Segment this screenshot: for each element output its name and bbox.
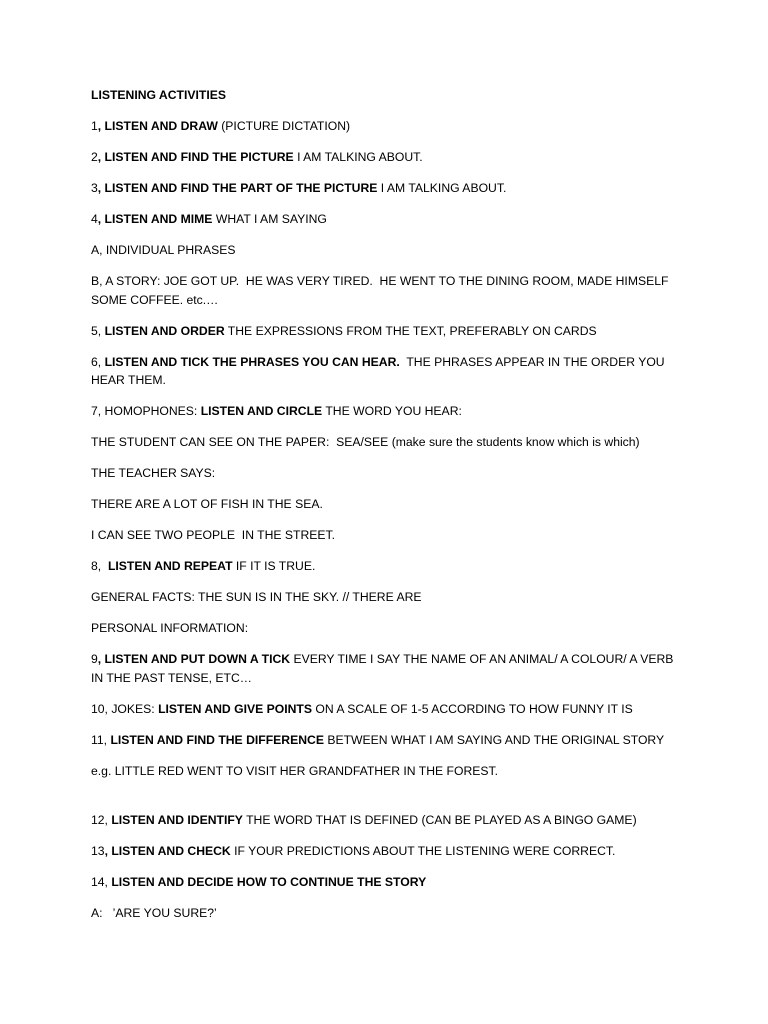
text: A, INDIVIDUAL PHRASES [91,243,236,257]
paragraph-p12 [91,495,681,514]
text: 14, [91,875,112,889]
bold-text: LISTEN AND CIRCLE [200,404,323,418]
text: 13 [91,844,105,858]
text: 8, [91,559,108,573]
bold-text: LISTEN AND DECIDE HOW TO CONTINUE THE STORY [111,875,427,889]
paragraph-p1 [91,117,681,136]
bold-text: , LISTEN AND DRAW [97,119,218,133]
paragraph-p20 [91,762,681,781]
text: 4 [91,212,98,226]
paragraph-list [91,117,681,923]
paragraph-p6 [91,272,681,309]
paragraph-p4 [91,210,681,229]
bold-text: LISTEN AND GIVE POINTS [158,701,313,716]
paragraph-p11 [91,464,681,483]
text: THE TEACHER SAYS: [91,466,216,480]
bold-text: , LISTEN AND CHECK [104,844,231,858]
paragraph-p23 [91,873,681,892]
text: ON A SCALE OF 1-5 ACCORDING TO HOW FUNNY IT IS [312,701,633,716]
paragraph-p3 [91,179,681,198]
text: I AM TALKING ABOUT. [293,150,423,164]
text: 3 [91,181,98,195]
text: THE PHRASES APPEAR IN THE ORDER YOU HEAR THEM. [91,354,668,387]
text: e.g. LITTLE RED WENT TO VISIT HER GRANDFATHER IN THE FOREST. [91,763,498,778]
paragraph-p14 [91,557,681,576]
paragraph-p21 [91,811,681,830]
bold-text: , LISTEN AND FIND THE PICTURE [97,150,294,164]
bold-text: , LISTEN AND MIME [97,212,213,226]
paragraph-p2 [91,148,681,167]
text: THE STUDENT CAN SEE ON THE PAPER: SEA/SEE (make sure the students know which is which) [91,435,640,449]
bold-text: LISTEN AND IDENTIFY [111,813,243,827]
text: B, A STORY: JOE GOT UP. HE WAS VERY TIRED. HE WENT TO THE DINING ROOM, MADE HIMSELF SOME COFFEE. etc.… [91,274,672,307]
bold-text: , LISTEN AND FIND THE PART OF THE PICTURE [97,181,378,195]
text: 12, [91,813,112,827]
bold-text: LISTEN AND REPEAT [107,559,233,573]
text: PERSONAL INFORMATION: [91,621,249,635]
text: 1 [91,119,98,133]
paragraph-p10 [91,433,681,452]
paragraph-p22 [91,842,681,861]
text: IF YOUR PREDICTIONS ABOUT THE LISTENING WERE CORRECT. [230,844,616,858]
paragraph-p16 [91,619,681,638]
text: I AM TALKING ABOUT. [377,181,507,195]
bold-text: LISTEN AND TICK THE PHRASES YOU CAN HEAR. [104,354,400,369]
paragraph-p24 [91,904,681,923]
text: 7, HOMOPHONES: [91,404,201,418]
text: GENERAL FACTS: THE SUN IS IN THE SKY. // THERE ARE [91,590,422,604]
paragraph-p17 [91,650,681,687]
text: 9 [91,652,98,666]
paragraph-p19 [91,731,681,750]
document-title: LISTENING ACTIVITIES [91,88,226,102]
text: THE WORD THAT IS DEFINED (CAN BE PLAYED AS A BINGO GAME) [242,813,637,827]
bold-text: , LISTEN AND PUT DOWN A TICK [97,652,291,666]
text: THE WORD YOU HEAR: [322,404,462,418]
text: THERE ARE A LOT OF FISH IN THE SEA. [91,497,323,511]
text: A: ’ARE YOU SURE?’ [91,906,217,920]
text: (PICTURE DICTATION) [217,119,351,133]
text: THE EXPRESSIONS FROM THE TEXT, PREFERABLY ON CARDS [224,323,597,338]
text: 6, [91,354,105,369]
text: 5, [91,323,105,338]
paragraph-p5 [91,241,681,260]
paragraph-p7 [91,322,681,341]
text: WHAT I AM SAYING [212,212,327,226]
text: IF IT IS TRUE. [232,559,316,573]
text: 11, [91,732,111,747]
text: BETWEEN WHAT I AM SAYING AND THE ORIGINAL STORY [323,732,665,747]
text: I CAN SEE TWO PEOPLE IN THE STREET. [91,528,336,542]
paragraph-p15 [91,588,681,607]
bold-text: LISTEN AND ORDER [104,323,225,338]
text: 2 [91,150,98,164]
text: 10, JOKES: [91,701,159,716]
paragraph-p13 [91,526,681,545]
paragraph-p8 [91,353,681,390]
paragraph-p9 [91,402,681,421]
paragraph-p18 [91,700,681,719]
bold-text: LISTEN AND FIND THE DIFFERENCE [110,732,324,747]
text: EVERY TIME I SAY THE NAME OF AN ANIMAL/ A COLOUR/ A VERB IN THE PAST TENSE, ETC… [91,652,677,685]
document-page [91,86,681,935]
